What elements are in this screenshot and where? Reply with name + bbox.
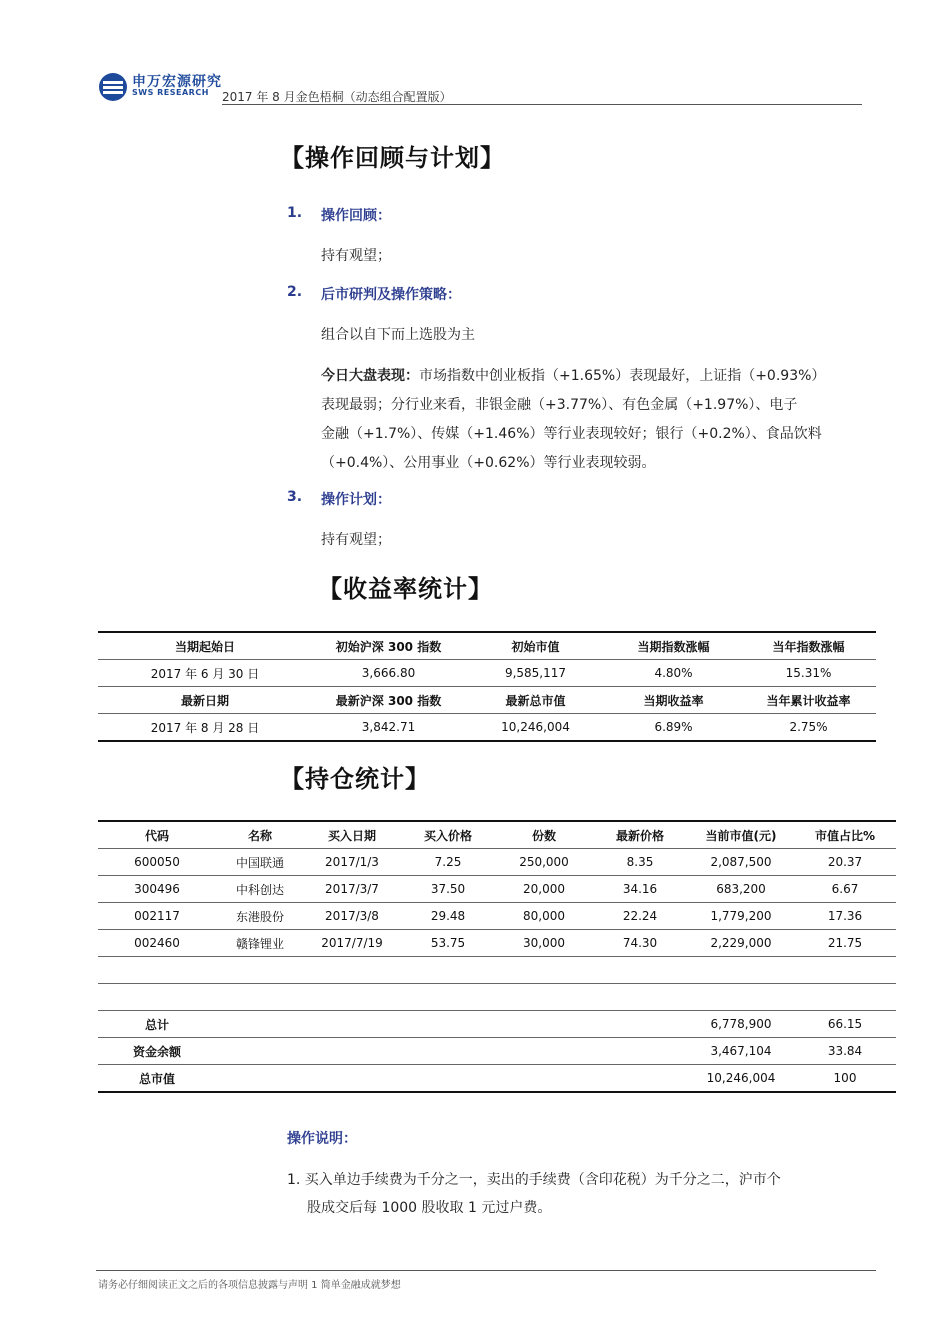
sws-logo-icon bbox=[98, 72, 128, 102]
footer-text: 请务必仔细阅读正文之后的各项信息披露与声明 1 简单金融成就梦想 bbox=[98, 1280, 401, 1291]
returns-cell: 9,585,117 bbox=[465, 660, 606, 687]
cash-row bbox=[98, 1038, 896, 1065]
section-title-returns: 【收益率统计】 bbox=[318, 575, 493, 603]
footer-divider bbox=[96, 1270, 876, 1271]
notes-title: 操作说明： bbox=[287, 1131, 357, 1147]
item1-text: 持有观望； bbox=[321, 248, 391, 264]
returns-header-cell: 最新总市值 bbox=[465, 687, 606, 714]
holding-buy-date: 2017/7/19 bbox=[304, 930, 400, 957]
holding-code: 600050 bbox=[98, 849, 216, 876]
notes-line-1: 1. 买入单边手续费为千分之一，卖出的手续费（含印花税）为千分之二，沪市个 bbox=[287, 1172, 781, 1188]
holdings-header-cell: 买入价格 bbox=[400, 821, 496, 849]
market-label: 今日大盘表现： bbox=[321, 368, 419, 384]
holding-buy-price: 29.48 bbox=[400, 903, 496, 930]
returns-header-cell: 初始市值 bbox=[465, 632, 606, 660]
holding-code: 002460 bbox=[98, 930, 216, 957]
item3-number: 3. bbox=[287, 489, 303, 505]
holdings-header-cell: 当前市值(元) bbox=[688, 821, 794, 849]
returns-header-row-2 bbox=[98, 687, 876, 714]
cash-label: 资金余额 bbox=[98, 1038, 216, 1065]
mv-value: 10,246,004 bbox=[688, 1065, 794, 1093]
holdings-header-row bbox=[98, 821, 896, 849]
doc-title: 2017 年 8 月金色梧桐（动态组合配置版） bbox=[222, 90, 452, 104]
mv-label: 总市值 bbox=[98, 1065, 216, 1093]
returns-cell: 2017 年 6 月 30 日 bbox=[98, 660, 312, 687]
total-pct: 66.15 bbox=[794, 1011, 896, 1038]
holding-market-value: 2,229,000 bbox=[688, 930, 794, 957]
holding-market-value: 1,779,200 bbox=[688, 903, 794, 930]
returns-cell: 2017 年 8 月 28 日 bbox=[98, 714, 312, 742]
total-value: 6,778,900 bbox=[688, 1011, 794, 1038]
holding-row bbox=[98, 849, 896, 876]
sws-logo bbox=[98, 70, 228, 102]
holdings-header-cell: 代码 bbox=[98, 821, 216, 849]
holding-name: 中科创达 bbox=[216, 876, 304, 903]
item1-number: 1. bbox=[287, 205, 303, 221]
returns-cell: 10,246,004 bbox=[465, 714, 606, 742]
total-label: 总计 bbox=[98, 1011, 216, 1038]
logo-en: SWS RESEARCH bbox=[132, 88, 209, 97]
market-line-1 bbox=[321, 365, 825, 385]
holding-shares: 20,000 bbox=[496, 876, 592, 903]
returns-data-row-1 bbox=[98, 660, 876, 687]
market-line-4: （+0.4%）、公用事业（+0.62%）等行业表现较弱。 bbox=[321, 455, 656, 471]
item2-title: 后市研判及操作策略： bbox=[321, 287, 461, 303]
holding-latest-price: 22.24 bbox=[592, 903, 688, 930]
market-line-2: 表现最弱；分行业来看，非银金融（+3.77%）、有色金属（+1.97%）、电子 bbox=[321, 397, 798, 413]
holding-latest-price: 74.30 bbox=[592, 930, 688, 957]
holding-buy-price: 53.75 bbox=[400, 930, 496, 957]
holding-row bbox=[98, 903, 896, 930]
holding-market-value: 2,087,500 bbox=[688, 849, 794, 876]
header-divider bbox=[222, 104, 862, 105]
total-row bbox=[98, 1011, 896, 1038]
holding-shares: 30,000 bbox=[496, 930, 592, 957]
returns-header-row-1 bbox=[98, 632, 876, 660]
returns-cell: 2.75% bbox=[741, 714, 876, 742]
returns-header-cell: 当期起始日 bbox=[98, 632, 312, 660]
item2-text: 组合以自下而上选股为主 bbox=[321, 327, 475, 343]
holding-name: 东港股份 bbox=[216, 903, 304, 930]
holdings-header-cell: 份数 bbox=[496, 821, 592, 849]
holding-buy-date: 2017/3/7 bbox=[304, 876, 400, 903]
holding-shares: 80,000 bbox=[496, 903, 592, 930]
holding-row bbox=[98, 876, 896, 903]
holding-market-value: 683,200 bbox=[688, 876, 794, 903]
item3-title: 操作计划： bbox=[321, 492, 391, 508]
empty-row bbox=[98, 984, 896, 1011]
holding-weight: 20.37 bbox=[794, 849, 896, 876]
cash-pct: 33.84 bbox=[794, 1038, 896, 1065]
empty-row bbox=[98, 957, 896, 984]
returns-header-cell: 当期收益率 bbox=[606, 687, 741, 714]
holding-weight: 17.36 bbox=[794, 903, 896, 930]
returns-data-row-2 bbox=[98, 714, 876, 742]
item2-number: 2. bbox=[287, 284, 303, 300]
holding-weight: 21.75 bbox=[794, 930, 896, 957]
returns-header-cell: 当年累计收益率 bbox=[741, 687, 876, 714]
returns-cell: 3,666.80 bbox=[312, 660, 465, 687]
returns-header-cell: 当期指数涨幅 bbox=[606, 632, 741, 660]
holding-latest-price: 8.35 bbox=[592, 849, 688, 876]
holding-buy-date: 2017/3/8 bbox=[304, 903, 400, 930]
item1-title: 操作回顾： bbox=[321, 208, 391, 224]
holding-name: 中国联通 bbox=[216, 849, 304, 876]
item3-text: 持有观望； bbox=[321, 532, 391, 548]
mv-pct: 100 bbox=[794, 1065, 896, 1093]
holding-name: 赣锋锂业 bbox=[216, 930, 304, 957]
returns-cell: 4.80% bbox=[606, 660, 741, 687]
holding-code: 300496 bbox=[98, 876, 216, 903]
returns-header-cell: 最新沪深 300 指数 bbox=[312, 687, 465, 714]
market-text-1: 市场指数中创业板指（+1.65%）表现最好，上证指（+0.93%） bbox=[419, 368, 826, 384]
section-title-holdings: 【持仓统计】 bbox=[280, 765, 430, 793]
returns-header-cell: 当年指数涨幅 bbox=[741, 632, 876, 660]
returns-table bbox=[98, 631, 876, 742]
section-title-operations: 【操作回顾与计划】 bbox=[280, 144, 505, 172]
returns-header-cell: 初始沪深 300 指数 bbox=[312, 632, 465, 660]
holdings-table bbox=[98, 820, 896, 1093]
returns-cell: 3,842.71 bbox=[312, 714, 465, 742]
holding-code: 002117 bbox=[98, 903, 216, 930]
holdings-header-cell: 最新价格 bbox=[592, 821, 688, 849]
logo-cn: 申万宏源研究 bbox=[132, 74, 222, 90]
holding-buy-date: 2017/1/3 bbox=[304, 849, 400, 876]
holdings-header-cell: 买入日期 bbox=[304, 821, 400, 849]
returns-cell: 15.31% bbox=[741, 660, 876, 687]
holding-row bbox=[98, 930, 896, 957]
holding-buy-price: 7.25 bbox=[400, 849, 496, 876]
market-value-row bbox=[98, 1065, 896, 1093]
holding-buy-price: 37.50 bbox=[400, 876, 496, 903]
notes-line-2: 股成交后每 1000 股收取 1 元过户费。 bbox=[307, 1200, 552, 1216]
returns-cell: 6.89% bbox=[606, 714, 741, 742]
cash-value: 3,467,104 bbox=[688, 1038, 794, 1065]
holding-latest-price: 34.16 bbox=[592, 876, 688, 903]
holdings-header-cell: 市值占比% bbox=[794, 821, 896, 849]
holding-shares: 250,000 bbox=[496, 849, 592, 876]
holding-weight: 6.67 bbox=[794, 876, 896, 903]
holdings-header-cell: 名称 bbox=[216, 821, 304, 849]
returns-header-cell: 最新日期 bbox=[98, 687, 312, 714]
market-line-3: 金融（+1.7%）、传媒（+1.46%）等行业表现较好；银行（+0.2%）、食品饮料 bbox=[321, 426, 822, 442]
